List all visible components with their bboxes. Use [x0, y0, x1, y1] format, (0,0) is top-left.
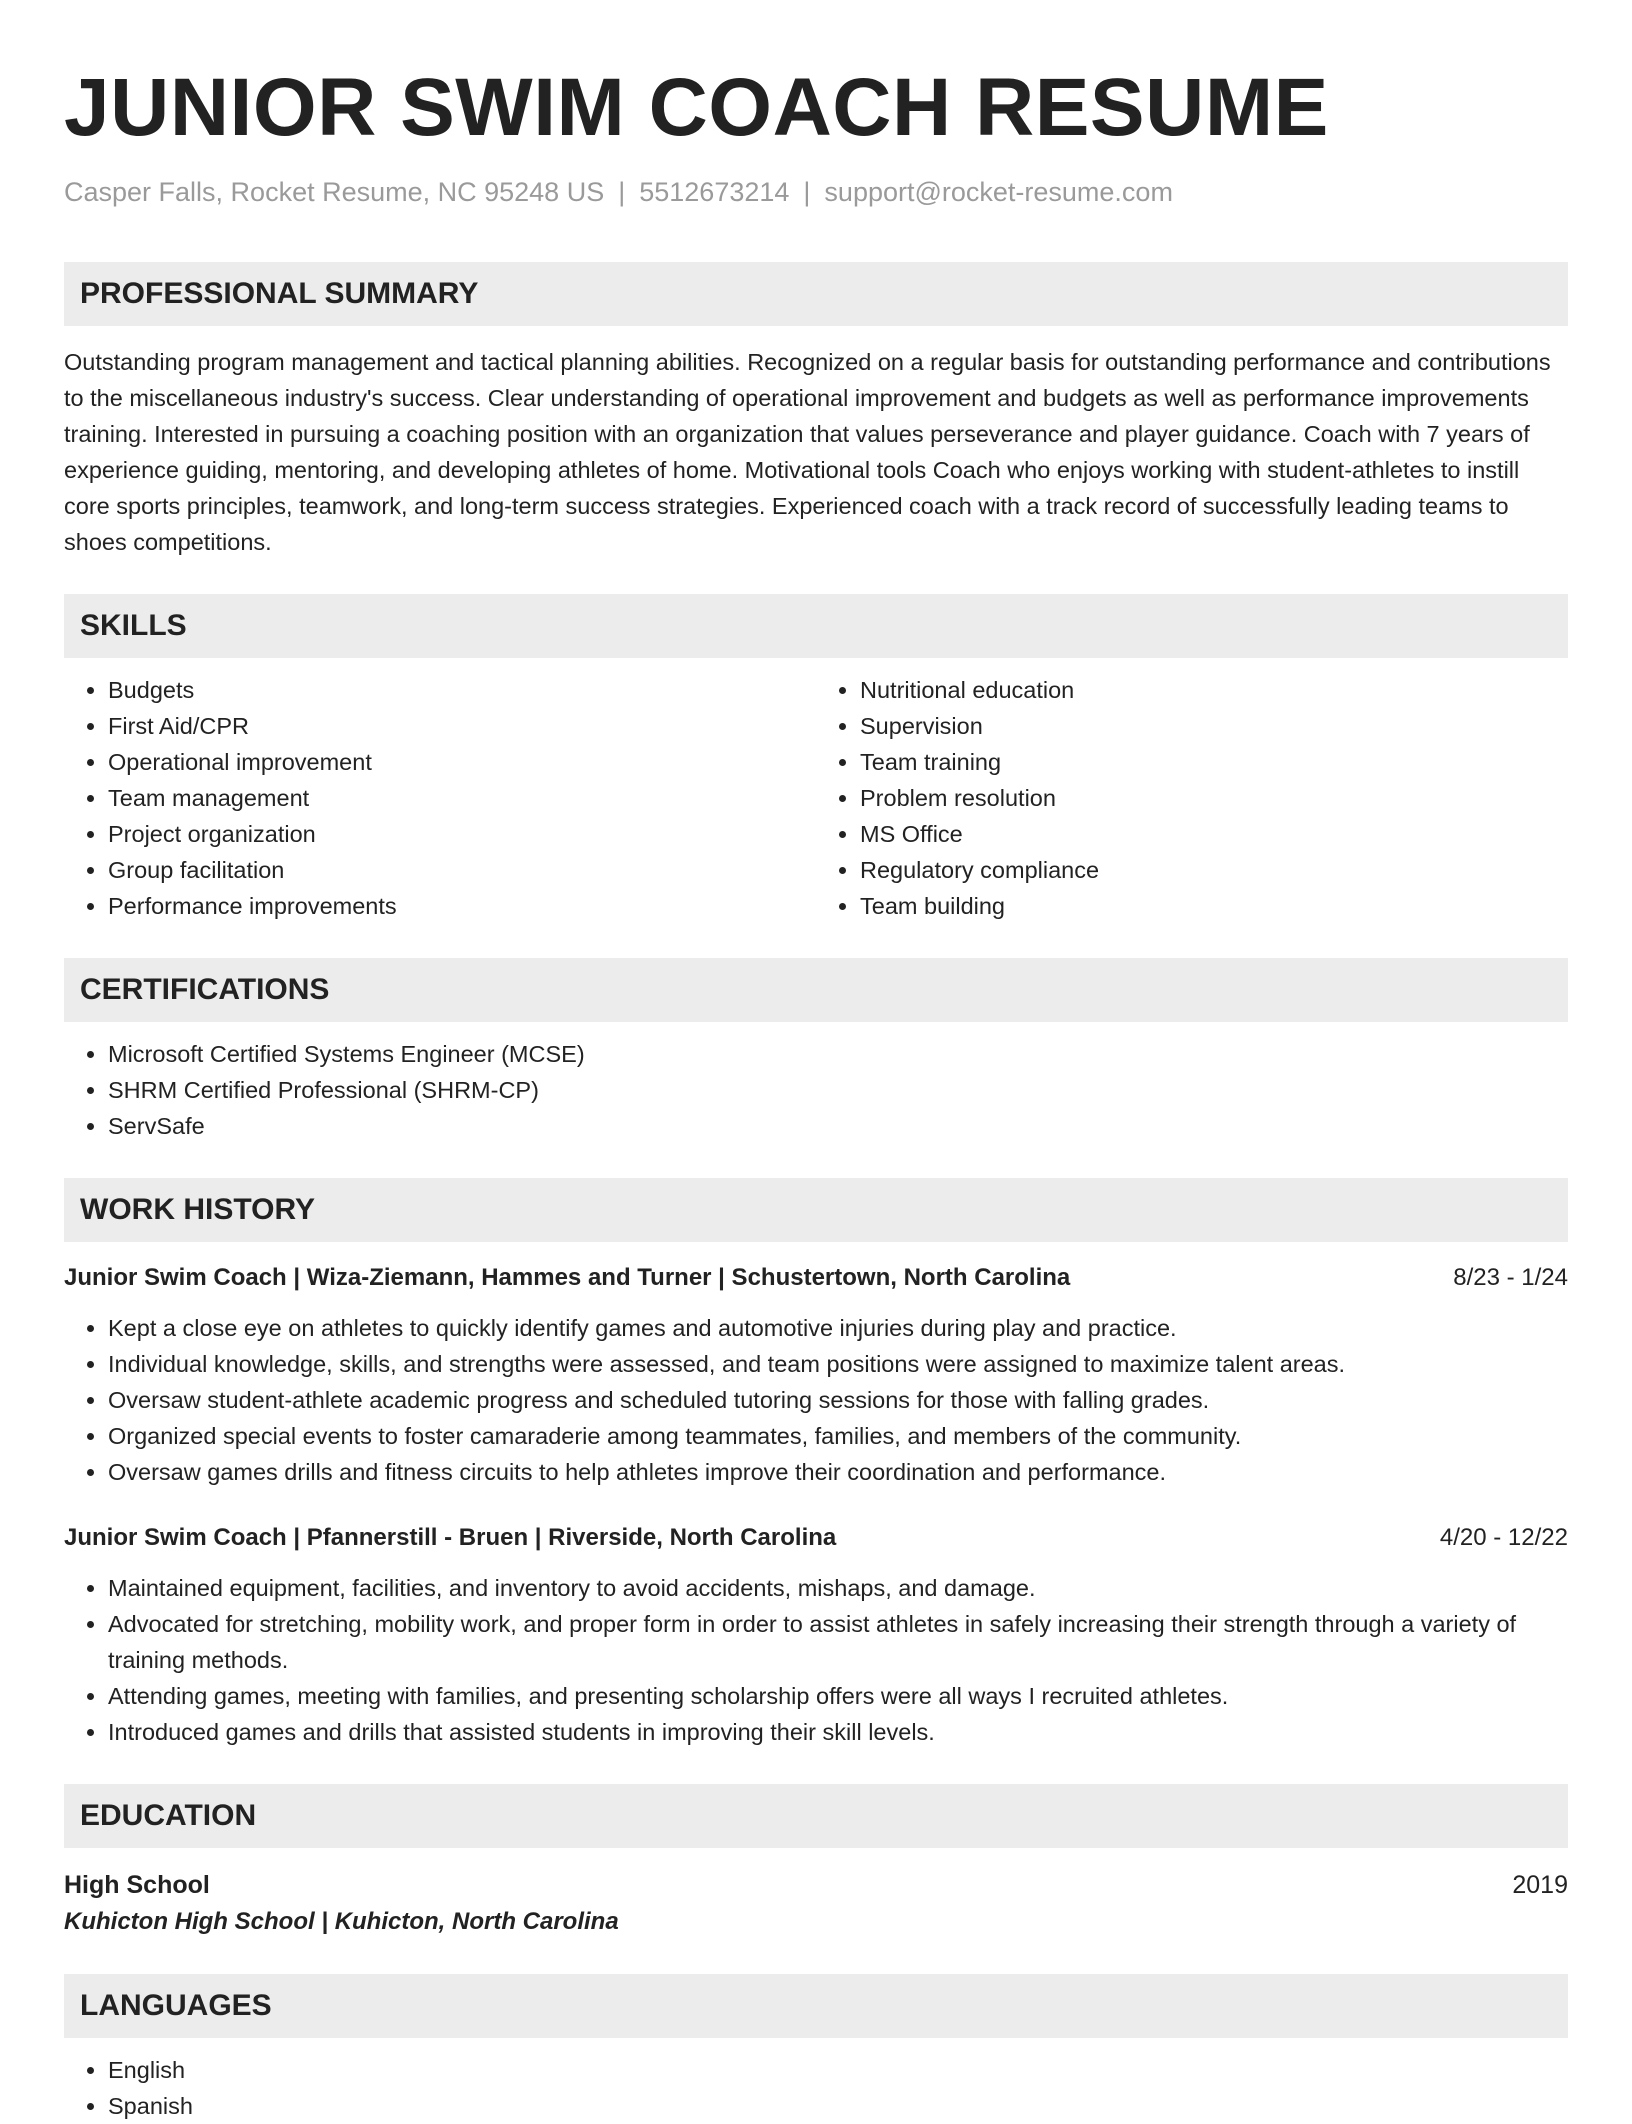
job-bullet: • Kept a close eye on athletes to quickly identify games and automotive injuries during play and practice. [108, 1310, 1568, 1346]
summary-heading: PROFESSIONAL SUMMARY [64, 262, 1568, 326]
skill-item: • Budgets [108, 672, 816, 708]
contact-separator: | [618, 177, 626, 207]
certification-item: • ServSafe [108, 1108, 1568, 1144]
job-header [64, 1520, 1568, 1556]
skill-item: • Team training [860, 744, 1568, 780]
skill-item: • Supervision [860, 708, 1568, 744]
job-bullet: • Organized special events to foster camaraderie among teammates, families, and members of the community. [108, 1418, 1568, 1454]
job-title: Junior Swim Coach | Pfannerstill - Bruen | Riverside, North Carolina [64, 1524, 837, 1551]
skills-grid [64, 672, 1568, 924]
skills-list-left [64, 672, 816, 924]
language-item: • Spanish [108, 2088, 1568, 2124]
skill-item: • Group facilitation [108, 852, 816, 888]
job-entry [64, 1260, 1568, 1490]
job-header [64, 1260, 1568, 1296]
certifications-list [64, 1036, 1568, 1144]
education-school: Kuhicton High School | Kuhicton, North Carolina [64, 1908, 619, 1935]
skill-item: • Performance improvements [108, 888, 816, 924]
work-history-heading: WORK HISTORY [64, 1178, 1568, 1242]
skill-item: • Regulatory compliance [860, 852, 1568, 888]
job-entry [64, 1520, 1568, 1750]
skill-item: • First Aid/CPR [108, 708, 816, 744]
education-year: 2019 [1512, 1871, 1568, 1899]
job-bullet: • Oversaw games drills and fitness circuits to help athletes improve their coordination and performance. [108, 1454, 1568, 1490]
job-bullet: • Attending games, meeting with families, and presenting scholarship offers were all ways I recruited athletes. [108, 1678, 1568, 1714]
education-degree: High School [64, 1871, 210, 1899]
skill-item: • Team management [108, 780, 816, 816]
summary-text: Outstanding program management and tactical planning abilities. Recognized on a regular basis for outstanding performance and contributions to the miscellaneous industry's success. Clear understanding of operational improvement and budgets as well as performance improvements training. Interested in pursuing a coaching position with an organization that values perseverance and player guidance. Coach with 7 years of experience guiding, mentoring, and developing athletes of home. Motivational tools Coach who enjoys working with student-athletes to instill core sports principles, teamwork, and long-term success strategies. Experienced coach with a track record of successfully leading teams to shoes competitions. [64, 349, 1551, 555]
skill-item: • MS Office [860, 816, 1568, 852]
job-bullet: • Advocated for stretching, mobility work, and proper form in order to assist athletes in safely increasing their strength through a variety of training methods. [108, 1606, 1568, 1678]
languages-list [64, 2052, 1568, 2124]
skills-heading: SKILLS [64, 594, 1568, 658]
contact-line [64, 174, 1568, 210]
job-bullets [64, 1570, 1568, 1750]
education-header [64, 1866, 1568, 1904]
skill-item: • Nutritional education [860, 672, 1568, 708]
certification-item: • SHRM Certified Professional (SHRM-CP) [108, 1072, 1568, 1108]
job-dates: 4/20 - 12/22 [1439, 1524, 1568, 1551]
skill-item: • Project organization [108, 816, 816, 852]
contact-phone: 5512673214 [639, 177, 790, 207]
skill-item: • Operational improvement [108, 744, 816, 780]
job-bullets [64, 1310, 1568, 1490]
languages-heading: LANGUAGES [64, 1974, 1568, 2038]
job-bullet: • Introduced games and drills that assisted students in improving their skill levels. [108, 1714, 1568, 1750]
resume-title: JUNIOR SWIM COACH RESUME [64, 62, 1329, 153]
contact-separator: | [803, 177, 811, 207]
skills-list-right [816, 672, 1568, 924]
job-bullet: • Maintained equipment, facilities, and inventory to avoid accidents, mishaps, and damage. [108, 1570, 1568, 1606]
language-item: • English [108, 2052, 1568, 2088]
job-bullet: • Oversaw student-athlete academic progress and scheduled tutoring sessions for those with falling grades. [108, 1382, 1568, 1418]
contact-address: Casper Falls, Rocket Resume, NC 95248 US [64, 177, 605, 207]
certification-item: • Microsoft Certified Systems Engineer (MCSE) [108, 1036, 1568, 1072]
education-heading: EDUCATION [64, 1784, 1568, 1848]
skill-item: • Problem resolution [860, 780, 1568, 816]
certifications-heading: CERTIFICATIONS [64, 958, 1568, 1022]
skill-item: • Team building [860, 888, 1568, 924]
job-title: Junior Swim Coach | Wiza-Ziemann, Hammes and Turner | Schustertown, North Carolina [64, 1264, 1071, 1291]
contact-email: support@rocket-resume.com [824, 177, 1173, 207]
job-dates: 8/23 - 1/24 [1453, 1264, 1568, 1291]
job-bullet: • Individual knowledge, skills, and strengths were assessed, and team positions were assigned to maximize talent areas. [108, 1346, 1568, 1382]
